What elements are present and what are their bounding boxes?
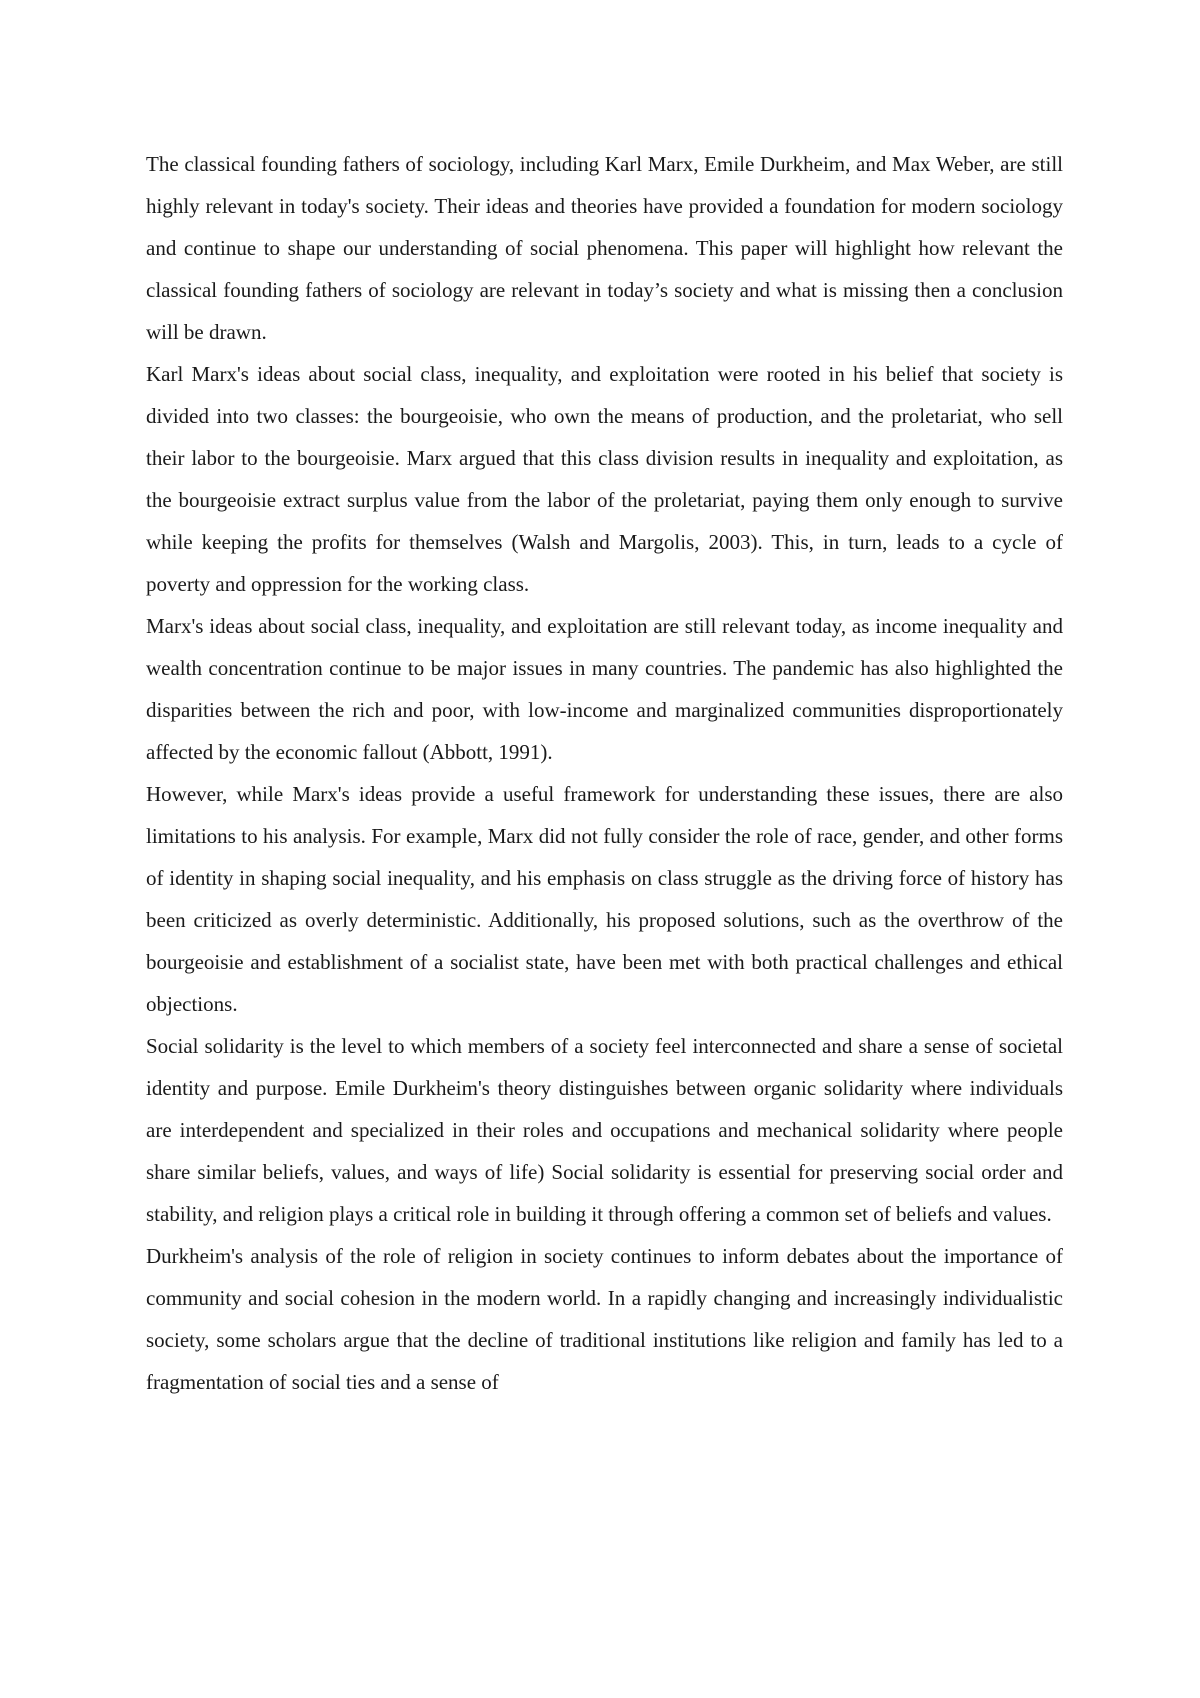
paragraph-intro: The classical founding fathers of sociology, including Karl Marx, Emile Durkheim, and Max Weber, are still highly relevant in today's society. Their ideas and theories have provided a foundation for modern sociology and continue to shape our understanding of social phenomena. This paper will highlight how relevant the classical founding fathers of sociology are relevant in today’s society and what is missing then a conclusion will be drawn. — [146, 152, 1063, 344]
paragraph-durkheim-solidarity: Social solidarity is the level to which members of a society feel interconnected and share a sense of societal identity and purpose. Emile Durkheim's theory distinguishes between organic solidarity where individuals are interdependent and specialized in their roles and occupations and mechanical solidarity where people share similar beliefs, values, and ways of life) Social solidarity is essential for preserving social order and stability, and religion plays a critical role in building it through offering a common set of beliefs and values. — [146, 1034, 1063, 1226]
paragraph-marx-limitations: However, while Marx's ideas provide a useful framework for understanding these issues, there are also limitations to his analysis. For example, Marx did not fully consider the role of race, gender, and other forms of identity in shaping social inequality, and his emphasis on class struggle as the driving force of history has been criticized as overly deterministic. Additionally, his proposed solutions, such as the overthrow of the bourgeoisie and establishment of a socialist state, have been met with both practical challenges and ethical objections. — [146, 782, 1063, 1016]
body-text — [146, 143, 1063, 1403]
paragraph-marx-relevance: Marx's ideas about social class, inequality, and exploitation are still relevant today, as income inequality and wealth concentration continue to be major issues in many countries. The pandemic has also highlighted the disparities between the rich and poor, with low-income and marginalized communities disproportionately affected by the economic fallout (Abbott, 1991). — [146, 614, 1063, 764]
paragraph-marx-classes: Karl Marx's ideas about social class, inequality, and exploitation were rooted in his belief that society is divided into two classes: the bourgeoisie, who own the means of production, and the proletariat, who sell their labor to the bourgeoisie. Marx argued that this class division results in inequality and exploitation, as the bourgeoisie extract surplus value from the labor of the proletariat, paying them only enough to survive while keeping the profits for themselves (Walsh and Margolis, 2003). This, in turn, leads to a cycle of poverty and oppression for the working class. — [146, 362, 1063, 596]
paragraph-durkheim-religion: Durkheim's analysis of the role of religion in society continues to inform debates about the importance of community and social cohesion in the modern world. In a rapidly changing and increasingly individualistic society, some scholars argue that the decline of traditional institutions like religion and family has led to a fragmentation of social ties and a sense of — [146, 1244, 1063, 1394]
